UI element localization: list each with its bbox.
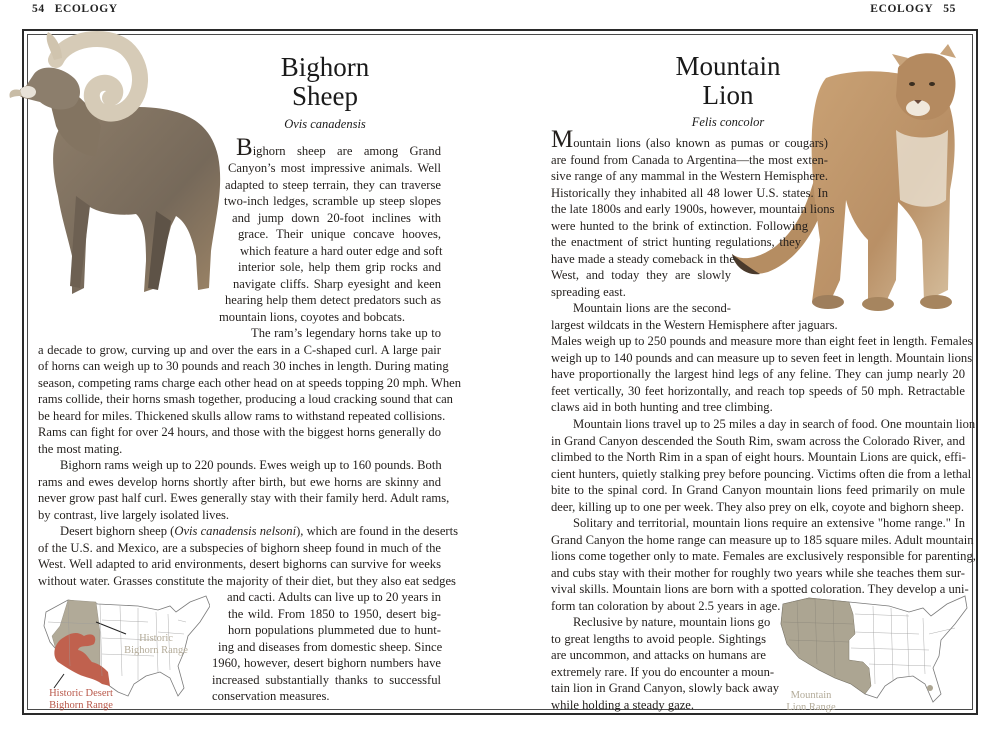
text-line: a decade to grow, curving up and over the ears in a C-shaped curl. A large pair: [38, 342, 441, 357]
text-line: mountain lions, coyotes and bobcats.: [219, 309, 406, 324]
text-line: to great lengths to avoid people. Sightings: [551, 631, 766, 646]
text-line: the wild. From 1850 to 1950, desert big-: [228, 606, 441, 621]
text-line: Solitary and territorial, mountain lions require an extensive "home range." In: [573, 516, 965, 530]
bighorn-paragraph-3: [38, 457, 450, 523]
text-line: of the U.S. and Mexico, are a subspecies of bighorn sheep found in much of the: [38, 540, 441, 555]
text-line: Reclusive by nature, mountain lions go: [573, 615, 771, 629]
text-fragment: ), which are found in the deserts: [296, 524, 459, 538]
text-line: Canyon’s most impressive animals. Well: [228, 161, 441, 175]
text-line: West. Well adapted to arid environments, desert bighorns can survive for weeks: [38, 557, 441, 571]
text-line: Historically they inhabited all 48 lower U.S. states. In: [551, 185, 828, 200]
text-line: rams collide, their horns smash together, producing a loud cracking sound that can: [38, 392, 453, 406]
text-line: cient hunters, quietly stalking prey before pouncing. Victims often die from a lethal: [551, 466, 972, 481]
text-line: while holding a steady gaze.: [551, 697, 695, 712]
text-line: West, and today they are slowly: [551, 268, 731, 282]
text-line: be heard for miles. Thickened skulls allow rams to withstand repeated collisions.: [38, 408, 446, 423]
lion-latin-name: Felis concolor: [691, 115, 765, 129]
text-line: Mountain lions are the second-: [573, 301, 731, 315]
text-line: Rams can fight for over 24 hours, and those with the biggest horns generally do: [38, 425, 441, 439]
text-line: were hunted to the brink of extinction. Following: [551, 218, 808, 233]
section-title-right: ECOLOGY: [870, 3, 934, 15]
lion-paragraph-3: [551, 416, 976, 515]
text-line: two-inch ledges, scramble up steep slopes: [224, 194, 441, 208]
historic-range-label: [116, 633, 196, 657]
text-line: navigate cliffs. Sharp eyesight and keen: [233, 276, 441, 291]
text-line: bite to the spinal cord. In Grand Canyon mountain lions feed primarily on mule: [551, 483, 965, 497]
lion-title-line1: Mountain: [675, 51, 781, 81]
bighorn-title: [232, 53, 418, 111]
text-line: deer, killing up to one per week. They also prey on elk, coyote and bighorn sheep.: [551, 499, 964, 514]
dropcap-m: M: [551, 126, 574, 153]
text-line: The ram’s legendary horns take up to: [251, 326, 441, 340]
text-line: without water. Grasses constitute the majority of their diet, but they also eat sedges: [38, 573, 456, 588]
text-line: have made a steady comeback in the: [551, 251, 735, 266]
text-line: climbed to the North Rim in a span of eight hours. Mountain Lions are quick, effi-: [551, 450, 966, 464]
text-line: weigh up to 140 pounds and can measure up to seven feet in length. Mountain lions: [551, 350, 973, 365]
bighorn-paragraph-1: [236, 134, 441, 161]
text-line-content: ountain lions (also known as pumas or cougars): [573, 136, 828, 150]
bighorn-title-line2: Sheep: [292, 81, 358, 111]
text-line: [551, 126, 828, 153]
subspecies-name: Ovis canadensis nelsoni: [174, 524, 297, 538]
desert-range-label: [36, 688, 126, 712]
text-line: Bighorn rams weigh up to 220 pounds. Ewes weigh up to 160 pounds. Both: [60, 458, 442, 472]
bighorn-paragraph-4-cont: [212, 589, 441, 705]
bighorn-paragraph-2: [38, 325, 462, 457]
page-number-left: 54: [32, 3, 45, 15]
text-line: [38, 523, 459, 540]
running-head-left: [22, 3, 118, 15]
lion-paragraph-2: [551, 300, 973, 416]
bighorn-paragraph-4: [38, 523, 459, 589]
text-line: by contrast, live largely isolated lives.: [38, 507, 230, 522]
text-line: the enactment of strict hunting regulations, they: [551, 235, 801, 249]
text-line: extremely rare. If you do encounter a moun-: [551, 664, 775, 679]
text-line: the most mating.: [38, 441, 123, 456]
lion-paragraph-5: [551, 614, 780, 713]
mountain-lion-range-map: [779, 594, 969, 704]
bighorn-latin-name: Ovis canadensis: [284, 117, 366, 131]
text-line: which feature a hard outer edge and soft: [240, 243, 443, 258]
text-line: conservation measures.: [212, 689, 330, 703]
text-line: hearing help them detect predators such as: [225, 293, 441, 307]
text-line: of horns can weigh up to 30 pounds and reach 30 inches in length. During mating: [38, 359, 449, 373]
lion-chest: [896, 130, 948, 207]
text-line: Grand Canyon the home range can measure up to 185 square miles. Adult mountain: [551, 532, 974, 547]
lion-title-line2: Lion: [702, 80, 754, 110]
text-line: have proportionally the largest hind legs of any feline. They can jump nearly 20: [551, 367, 965, 381]
text-line: in Grand Canyon descended the South Rim, swam across the Colorado River, and: [551, 433, 965, 448]
text-line: rams and ewes develop horns shortly after birth, but ewe horns are skinny and: [38, 474, 441, 489]
leader-line-desert: [54, 674, 64, 688]
bighorn-sheep-illustration: [6, 26, 231, 306]
sheep-muzzle: [20, 86, 36, 98]
text-line-content: ighorn sheep are among Grand: [252, 144, 441, 158]
text-line: horn populations plummeted due to hunt-: [228, 623, 441, 637]
text-line: feet vertically, 30 feet horizontally, and reach top speeds of 50 mph. Retractable: [551, 383, 965, 398]
dropcap-b: B: [236, 134, 253, 161]
text-line: tain lion in Grand Canyon, slowly back away: [551, 681, 780, 695]
text-line: adapted to steep terrain, they can traverse: [225, 177, 441, 192]
text-line: spreading east.: [551, 284, 626, 299]
running-head-right: [870, 3, 966, 15]
map-label-line: Lion Range: [786, 702, 836, 713]
bighorn-paragraph-1-cont: [219, 160, 443, 325]
text-line: interior sole, help them grip rocks and: [238, 260, 441, 274]
map-label-line: Bighorn Range: [49, 700, 113, 711]
text-line: Males weigh up to 250 pounds and measure more than eight feet in length. Females: [551, 334, 973, 348]
text-line: season, competing rams charge each other head on at speeds topping 20 mph. When: [38, 375, 462, 390]
text-line: [236, 134, 441, 161]
text-line: grace. Their unique concave hooves,: [238, 227, 441, 241]
text-line: and cubs stay with their mother for roughly two years while she teaches them sur-: [551, 565, 965, 580]
text-line: increased substantially thanks to successful: [212, 672, 441, 687]
page-number-right: 55: [943, 3, 956, 15]
map-label-line: Bighorn Range: [124, 645, 188, 656]
map-label-line: Mountain: [790, 690, 832, 701]
text-line: form tan coloration by about 2.5 years in age.: [551, 598, 781, 613]
text-line: sive range of any mammal in the Western Hemisphere.: [551, 169, 828, 183]
text-line: and cacti. Adults can live up to 20 years in: [227, 590, 442, 604]
text-line: vival skills. Mountain lions are born with a spotted coloration. They develop a uni-: [551, 582, 969, 596]
text-line: claws aid in both hunting and tree climbing.: [551, 400, 773, 414]
text-fragment: Desert bighorn sheep (: [60, 524, 175, 538]
text-line: largest wildcats in the Western Hemisphere after jaguars.: [551, 317, 838, 332]
text-line: are found from Canada to Argentina—the most exten-: [551, 152, 828, 167]
text-line: ing and diseases from domestic sheep. Since: [218, 639, 443, 654]
section-title-left: ECOLOGY: [54, 3, 118, 15]
lion-range-label: [770, 690, 852, 714]
text-line: 1960, however, desert bighorn numbers have: [212, 656, 441, 670]
map-label-line: Historic: [139, 633, 173, 644]
text-line: Mountain lions travel up to 25 miles a day in search of food. One mountain lion: [573, 417, 976, 431]
lion-paragraph-1: [551, 126, 835, 300]
map-label-line: Historic Desert: [49, 688, 113, 699]
text-line: lions come together only to mate. Females are exclusively responsible for parenting,: [551, 549, 976, 563]
text-line: and jump down 20-foot inclines with: [232, 210, 441, 225]
bighorn-title-line1: Bighorn: [280, 52, 370, 82]
text-line: are uncommon, and attacks on humans are: [551, 648, 766, 662]
text-line: never grow past half curl. Ewes generally stay with their family herd. Adult rams,: [38, 491, 450, 505]
text-line: the late 1800s and early 1900s, however, mountain lions: [551, 202, 835, 216]
